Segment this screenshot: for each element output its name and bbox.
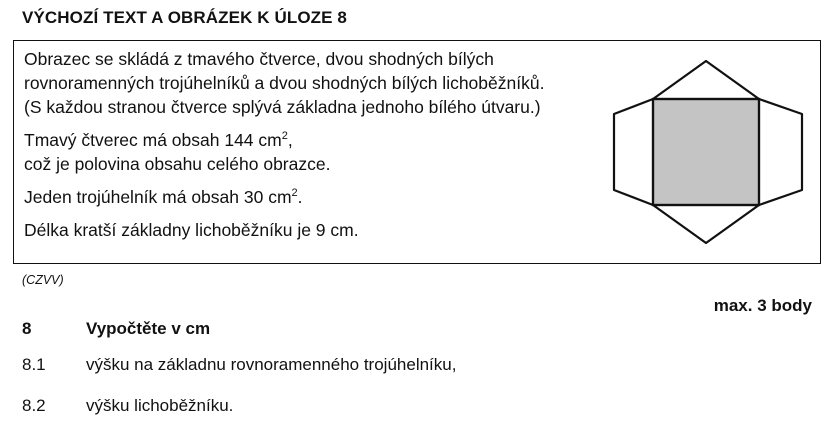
subtask-8-1 [22,355,456,375]
text-line-7: Délka kratší základny lichoběžníku je 9 cm. [24,220,359,240]
points-label: max. 3 body [713,296,812,315]
task-number: 8 [22,319,32,338]
subtask-number: 8.2 [22,396,46,415]
task-text: Vypočtěte v cm [86,319,211,338]
dark-square [653,99,759,205]
top-triangle [653,61,759,99]
superscript: 2 [281,130,288,142]
text-line-4 [24,128,614,152]
subtask-8-2 [22,396,233,416]
subtask-text: výšku na základnu rovnoramenného trojúhelníku, [86,355,457,374]
right-trapezoid [759,99,802,205]
punctuation: , [287,130,293,150]
source-label: (CZVV) [22,273,64,287]
superscript: 2 [291,187,298,199]
text-line-5: což je polovina obsahu celého obrazce. [24,154,331,174]
text-line-3: (S každou stranou čtverce splývá základna jednoho bílého útvaru.) [24,97,541,117]
triangle-area-text: Jeden trojúhelník má obsah 30 cm [24,187,292,207]
text-line-1: Obrazec se skládá z tmavého čtverce, dvou shodných bílých [24,49,494,69]
subtask-number: 8.1 [22,355,46,374]
bottom-triangle [653,205,759,243]
section-title: VÝCHOZÍ TEXT A OBRÁZEK K ÚLOZE 8 [22,8,347,27]
problem-text [24,47,614,242]
source-text-box [13,40,821,264]
task-heading [22,319,210,339]
subtask-text: výšku lichoběžníku. [86,396,234,415]
geometric-figure [610,57,810,247]
left-trapezoid [614,99,653,205]
text-line-2: rovnoramenných trojúhelníků a dvou shodných bílých lichoběžníků. [24,73,545,93]
punctuation: . [297,187,303,207]
text-line-6 [24,185,614,209]
square-area-text: Tmavý čtverec má obsah 144 cm [24,130,282,150]
